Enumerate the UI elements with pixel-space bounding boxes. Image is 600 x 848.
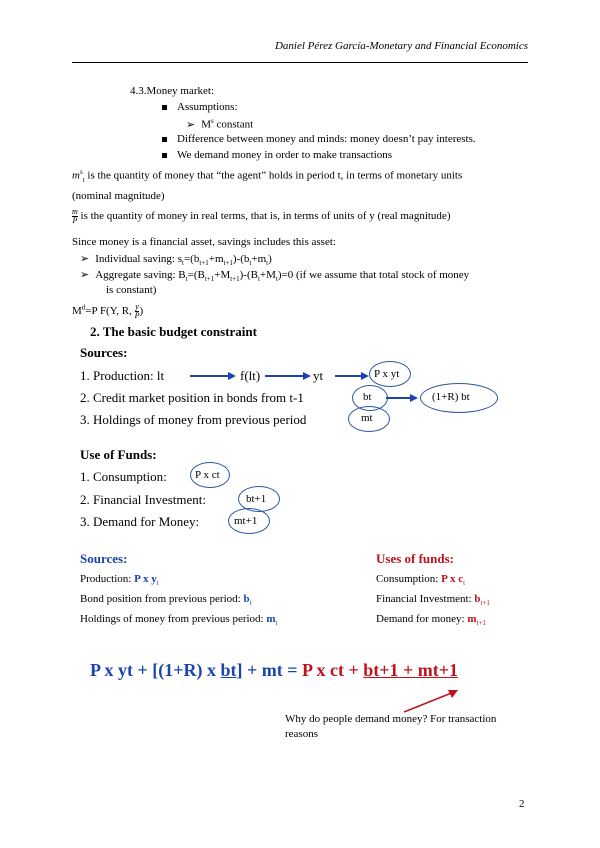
arrow-bullet-icon: ➢ xyxy=(80,253,90,265)
table-left-row: Bond position from previous period: $b_t$ xyxy=(80,593,252,608)
bullet-m-constant: ➢ $M^s$ constant xyxy=(186,117,254,131)
bullet-difference: Difference between money and minds: money doesn’t pay interests. xyxy=(162,133,476,145)
uses-money: 3. Demand for Money: xyxy=(80,514,200,529)
budget-equation: P x yt + [(1+R) x bt] + mt = P x ct + bt+1 + mt+1 xyxy=(90,660,459,680)
table-right-row: Demand for money: $m_{t+1}$ xyxy=(376,613,486,628)
aggregate-saving: ➢ Aggregate saving: $B_t=(B_{t+1}+M_{t+1})-(B_t+M_t)=0$ (if we assume that total stock of money xyxy=(80,269,470,284)
annotation-arrow-icon xyxy=(402,686,462,716)
arrow-bullet-icon: ➢ xyxy=(80,269,90,281)
sources-bt: bt xyxy=(363,391,372,403)
paragraph-savings: Since money is a financial asset, savings includes this asset: xyxy=(72,236,336,248)
sources-f-lt: f(lt) xyxy=(240,368,261,383)
sources-mt: mt xyxy=(361,412,373,424)
header-rule xyxy=(72,62,528,63)
aggregate-saving-cont: is constant) xyxy=(106,284,157,296)
arrow-icon xyxy=(335,371,369,381)
uses-investment: 2. Financial Investment: xyxy=(80,492,207,507)
uses-consumption: 1. Consumption: xyxy=(80,469,167,484)
uses-mt1: mt+1 xyxy=(234,515,258,527)
table-sources-title: Sources: xyxy=(80,551,128,566)
sources-money: 3. Holdings of money from previous period xyxy=(80,412,307,427)
sources-title: Sources: xyxy=(80,345,128,360)
bullet-square xyxy=(162,105,167,110)
sources-yt: yt xyxy=(313,368,324,383)
page-number: 2 xyxy=(519,798,525,810)
bullet-demand: We demand money in order to make transactions xyxy=(162,149,392,161)
uses-bt1: bt+1 xyxy=(246,493,267,505)
section-heading-budget: 2. The basic budget constraint xyxy=(90,324,257,339)
sources-1r-bt: (1+R) bt xyxy=(432,391,470,403)
bullet-square xyxy=(162,153,167,158)
annotation-note: Why do people demand money? For transaction xyxy=(285,713,497,725)
table-left-row: Holdings of money from previous period: $m_t$ xyxy=(80,613,278,628)
paragraph-nominal-cont: (nominal magnitude) xyxy=(72,190,165,202)
annotation-note-cont: reasons xyxy=(285,728,318,740)
bullet-square xyxy=(162,137,167,142)
arrow-icon xyxy=(386,393,418,403)
bullet-assumptions: Assumptions: xyxy=(162,101,238,113)
table-right-row: Financial Investment: $b_{t+1}$ xyxy=(376,593,490,608)
table-left-row: Production: P x $y_t$ xyxy=(80,573,159,588)
table-right-row: Consumption: P x $c_t$ xyxy=(376,573,466,588)
arrow-icon xyxy=(265,371,311,381)
section-title: 4.3.Money market: xyxy=(130,85,215,97)
arrow-icon xyxy=(190,371,236,381)
paragraph-real: $\frac{m}{P}$ is the quantity of money in real terms, that is, in terms of units of y (real magnitude) xyxy=(72,207,451,225)
sources-p-yt: P x yt xyxy=(374,368,400,380)
money-demand-equation: $M^d=P$ F(Y, R, $\frac{y}{P}$ ) xyxy=(72,302,144,320)
table-uses-title: Uses of funds: xyxy=(376,551,455,566)
sources-production: 1. Production: lt xyxy=(80,368,165,383)
paragraph-nominal: $m^s_t$ is the quantity of money that “the agent” holds in period t, in terms of monetary units xyxy=(72,168,463,184)
individual-saving: ➢ Individual saving: $s_t=(b_{t+1}+m_{t+1})-(b_t+m_t)$ xyxy=(80,253,272,268)
arrow-bullet-icon: ➢ xyxy=(186,118,196,131)
running-header: Daniel Pérez García-Monetary and Financial Economics xyxy=(274,40,528,52)
uses-p-ct: P x ct xyxy=(195,469,220,481)
uses-title: Use of Funds: xyxy=(80,447,157,462)
sources-credit: 2. Credit market position in bonds from t-1 xyxy=(80,390,304,405)
